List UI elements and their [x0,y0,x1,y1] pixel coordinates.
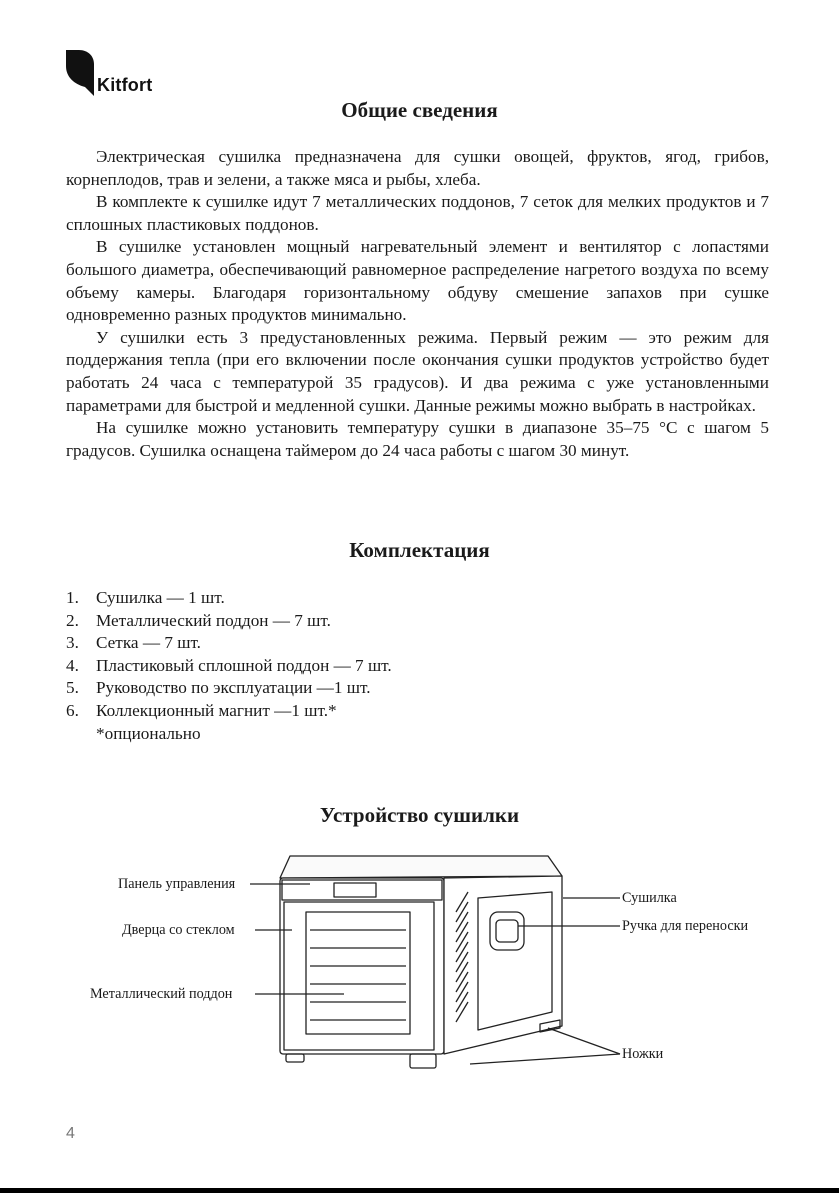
list-number: 2. [66,610,79,630]
list-item [66,677,666,700]
list-text: Коллекционный магнит —1 шт.* [96,700,337,720]
list-text: Сетка — 7 шт. [96,633,201,653]
paragraph: В комплекте к сушилке идут 7 металлических поддонов, 7 сеток для мелких продуктов и 7 сплошных пластиковых поддонов. [66,192,769,234]
list-text: Сушилка — 1 шт. [96,588,225,607]
general-info-text [66,146,769,462]
optional-note: *опционально [96,723,201,743]
list-text: Пластиковый сплошной поддон — 7 шт. [96,655,392,675]
list-number: 6. [66,700,79,720]
dryer-diagram [0,840,839,1100]
section-title-general: Общие сведения [341,98,498,122]
list-item [66,700,666,723]
list-text: Руководство по эксплуатации —1 шт. [96,678,371,698]
kitfort-logo-mark [66,50,94,96]
brand-name: Kitfort [97,75,153,95]
label-control-panel: Панель управления [118,876,236,892]
label-dryer: Сушилка [622,890,677,906]
list-item [66,587,666,610]
list-number: 1. [66,588,79,607]
label-door: Дверца со стеклом [122,922,235,938]
bottom-rule [0,1188,839,1193]
label-tray: Металлический поддон [90,986,233,1002]
page-number: 4 [66,1125,75,1142]
list-number: 3. [66,633,79,653]
list-number: 5. [66,678,79,698]
list-number: 4. [66,655,79,675]
list-item [66,610,666,633]
label-handle: Ручка для переноски [622,918,749,934]
paragraph: В сушилке установлен мощный нагревательный элемент и вентилятор с лопастями большого диаметра, обеспечивающий равномерное распределение нагретого воздуха по всему объему камеры. Благодаря горизонтальному обдуву смешение запахов при сушке одновременно разных продуктов минимально. [66,237,769,325]
paragraph: Электрическая сушилка предназначена для сушки овощей, фруктов, ягод, грибов, корнеплодов, трав и зелени, а также мяса и рыбы, хлеба. [66,147,769,189]
list-text: Металлический поддон — 7 шт. [96,610,331,630]
paragraph: На сушилке можно установить температуру сушки в диапазоне 35–75 °C с шагом 5 градусов. Сушилка оснащена таймером до 24 часа работы с шагом 30 минут. [66,418,769,460]
list-item [66,632,666,655]
list-item [66,655,666,678]
label-feet: Ножки [622,1046,664,1062]
section-title-device: Устройство сушилки [319,803,520,827]
section-title-package: Комплектация [349,538,490,562]
paragraph: У сушилки есть 3 предустановленных режима. Первый режим — это режим для поддержания тепла (при его включении после окончания сушки продуктов устройство будет работать 24 часа с температурой 35 градусов). И два режима с уже установленными параметрами для быстрой и медленной сушки. Данные режимы можно выбрать в настройках. [66,327,769,415]
package-list [66,587,666,745]
